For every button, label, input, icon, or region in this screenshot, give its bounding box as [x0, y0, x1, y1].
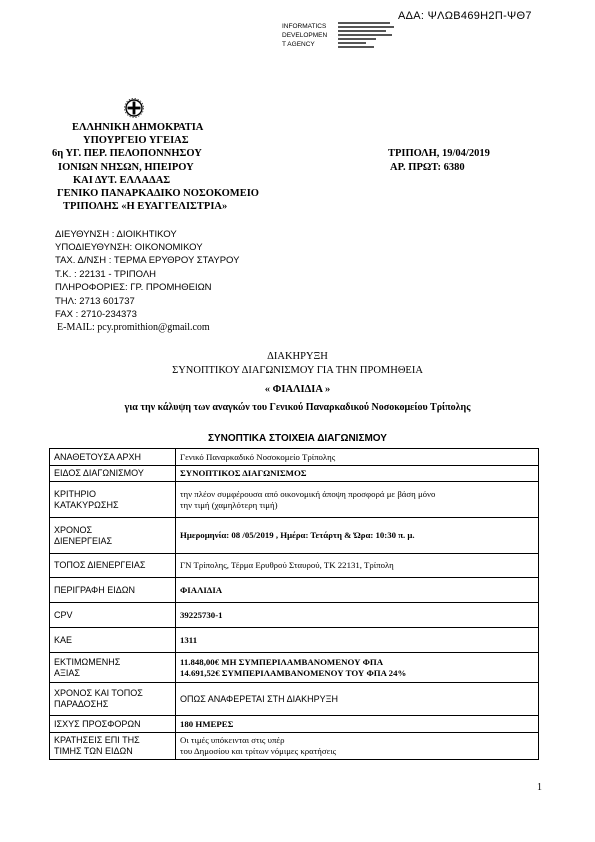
- document-date: ΤΡΙΠΟΛΗ, 19/04/2019: [388, 148, 490, 159]
- row-label-text: ΧΡΟΝΟΣ ΚΑΙ ΤΟΠΟΣ ΠΑΡΑΔΟΣΗΣ: [54, 688, 143, 709]
- table-row: [50, 482, 539, 518]
- header-line-country: ΕΛΛΗΝΙΚΗ ΔΗΜΟΚΡΑΤΙΑ: [72, 122, 204, 133]
- doc-purpose: για την κάλυψη των αναγκών του Γενικού Παναρκαδικού Νοσοκομείου Τρίπολης: [124, 402, 471, 413]
- row-value-text: 1311: [180, 634, 198, 645]
- row-value: [176, 554, 539, 578]
- row-label: [50, 733, 176, 760]
- row-value: [176, 518, 539, 554]
- header-line-region-3: ΚΑΙ ΔΥΤ. ΕΛΛΑΔΑΣ: [73, 175, 171, 186]
- table-row: [50, 578, 539, 603]
- row-label: CPV: [50, 603, 176, 628]
- row-value: [176, 482, 539, 518]
- table-row: [50, 603, 539, 628]
- contact-postcode: Τ.Κ. : 22131 - ΤΡΙΠΟΛΗ: [55, 269, 157, 280]
- row-value-text: ΓΝ Τρίπολης, Τέρμα Ερυθρού Σταυρού, ΤΚ 22131, Τρίπολη: [180, 560, 394, 570]
- contact-phone: ΤΗΛ: 2713 601737: [55, 296, 135, 307]
- row-value: [176, 653, 539, 683]
- header-line-ministry: ΥΠΟΥΡΓΕΙΟ ΥΓΕΙΑΣ: [83, 135, 189, 146]
- row-label: ΕΙΔΟΣ ΔΙΑΓΩΝΙΣΜΟΥ: [50, 466, 176, 482]
- row-label: [50, 683, 176, 716]
- table-row: [50, 653, 539, 683]
- protocol-number: ΑΡ. ΠΡΩΤ: 6380: [390, 162, 465, 173]
- header-line-region-2: ΙΟΝΙΩΝ ΝΗΣΩΝ, ΗΠΕΙΡΟΥ: [58, 162, 194, 173]
- header-line-region: 6η ΥΓ. ΠΕΡ. ΠΕΛΟΠΟΝΝΗΣΟΥ: [52, 148, 202, 159]
- row-value-text: ΦΙΑΛΙΔΙΑ: [180, 584, 223, 595]
- header-line-hospital: ΓΕΝΙΚΟ ΠΑΝΑΡΚΑΔΙΚΟ ΝΟΣΟΚΟΜΕΙΟ: [57, 188, 259, 199]
- row-label: ΤΟΠΟΣ ΔΙΕΝΕΡΓΕΙΑΣ: [50, 554, 176, 578]
- table-row: [50, 733, 539, 760]
- contact-email: E-MAIL: pcy.promithion@gmail.com: [57, 322, 210, 333]
- ida-logo-text: [282, 22, 327, 49]
- row-value-text: Ημερομηνία: 08 /05/2019 , Ημέρα: Τετάρτη & Ώρα: 10:30 π. μ.: [180, 530, 415, 540]
- contact-info: ΠΛΗΡΟΦΟΡΙΕΣ: ΓΡ. ΠΡΟΜΗΘΕΙΩΝ: [55, 282, 212, 293]
- row-label: ΚΑΕ: [50, 628, 176, 653]
- table-row: [50, 628, 539, 653]
- summary-heading: ΣΥΝΟΠΤΙΚΑ ΣΤΟΙΧΕΙΑ ΔΙΑΓΩΝΙΣΜΟΥ: [208, 433, 387, 444]
- row-label-text: ΚΡΙΤΗΡΙΟ ΚΑΤΑΚΥΡΩΣΗΣ: [54, 488, 119, 510]
- table-row: [50, 554, 539, 578]
- row-value-text: ΟΠΩΣ ΑΝΑΦΕΡΕΤΑΙ ΣΤΗ ΔΙΑΚΗΡΥΞΗ: [180, 693, 339, 704]
- row-label: [50, 518, 176, 554]
- row-label-text: ΧΡΟΝΟΣ ΔΙΕΝΕΡΓΕΙΑΣ: [54, 524, 113, 546]
- ida-logo-graphic: [338, 22, 398, 50]
- header-line-hospital-2: ΤΡΙΠΟΛΗΣ «Η ΕΥΑΓΓΕΛΙΣΤΡΙΑ»: [63, 201, 228, 212]
- contact-subdirectorate: ΥΠΟΔΙΕΥΘΥΝΣΗ: ΟΙΚΟΝΟΜΙΚΟΥ: [55, 242, 203, 253]
- row-value-text-2: την τιμή (χαμηλότερη τιμή): [180, 499, 278, 510]
- row-value: [176, 628, 539, 653]
- row-value-text: ΣΥΝΟΠΤΙΚΟΣ ΔΙΑΓΩΝΙΣΜΟΣ: [180, 468, 307, 478]
- row-value-text: Γενικό Παναρκαδικό Νοσοκομείο Τρίπολης: [180, 451, 336, 462]
- row-value-text-2: 14.691,52€ ΣΥΜΠΕΡΙΛΑΜΒΑΝΟΜΕΝΟΥ ΤΟΥ ΦΠΑ 24%: [180, 667, 407, 678]
- ida-logo-line: T AGENCY: [282, 41, 315, 48]
- summary-table: [49, 448, 539, 760]
- row-label: [50, 653, 176, 683]
- row-value-text: 180 ΗΜΕΡΕΣ: [180, 718, 234, 729]
- table-row: [50, 716, 539, 733]
- row-label: ΙΣΧΥΣ ΠΡΟΣΦΟΡΩΝ: [50, 716, 176, 733]
- table-row: [50, 683, 539, 716]
- page-number: 1: [537, 782, 542, 793]
- table-row: [50, 449, 539, 466]
- ida-logo-line: DEVELOPMEN: [282, 32, 328, 39]
- ada-code: ΑΔΑ: ΨΛΩΒ469Η2Π-ΨΘ7: [398, 10, 532, 22]
- row-label: [50, 482, 176, 518]
- contact-fax: FAX : 2710-234373: [55, 309, 137, 320]
- row-label-text: ΚΡΑΤΗΣΕΙΣ ΕΠΙ ΤΗΣ ΤΙΜΗΣ ΤΩΝ ΕΙΔΩΝ: [54, 735, 140, 756]
- row-label: ΠΕΡΙΓΡΑΦΗ ΕΙΔΩΝ: [50, 578, 176, 603]
- greek-emblem-icon: [124, 98, 144, 123]
- row-value: [176, 716, 539, 733]
- table-row: [50, 466, 539, 482]
- row-value-text-2: του Δημοσίου και τρίτων νόμιμες κρατήσεις: [180, 746, 337, 756]
- row-value: [176, 683, 539, 716]
- row-value: [176, 449, 539, 466]
- doc-title: ΔΙΑΚΗΡΥΞΗ: [267, 351, 328, 362]
- contact-address: ΤΑΧ. Δ/ΝΣΗ : ΤΕΡΜΑ ΕΡΥΘΡΟΥ ΣΤΑΥΡΟΥ: [55, 255, 240, 266]
- table-row: [50, 518, 539, 554]
- row-value-text: την πλέον συμφέρουσα από οικονομική άποψη προσφορά με βάση μόνο: [180, 488, 436, 499]
- row-value: [176, 733, 539, 760]
- ida-logo-line: INFORMATICS: [282, 23, 327, 30]
- contact-directorate: ΔΙΕΥΘΥΝΣΗ : ΔΙΟΙΚΗΤΙΚΟΥ: [55, 229, 177, 240]
- row-value-text: Οι τιμές υπόκεινται στις υπέρ: [180, 735, 285, 745]
- row-value-text: 11.848,00€ ΜΗ ΣΥΜΠΕΡΙΛΑΜΒΑΝΟΜΕΝΟΥ ΦΠΑ: [180, 656, 384, 667]
- row-value: [176, 578, 539, 603]
- row-label-text: ΕΚΤΙΜΩΜΕΝΗΣ ΑΞΙΑΣ: [54, 656, 121, 678]
- doc-subtitle: ΣΥΝΟΠΤΙΚΟΥ ΔΙΑΓΩΝΙΣΜΟΥ ΓΙΑ ΤΗΝ ΠΡΟΜΗΘΕΙΑ: [172, 365, 423, 376]
- row-value: [176, 603, 539, 628]
- row-label: ΑΝΑΘΕΤΟΥΣΑ ΑΡΧΗ: [50, 449, 176, 466]
- doc-product: « ΦΙΑΛΙΔΙΑ »: [264, 384, 331, 395]
- row-value: [176, 466, 539, 482]
- row-value-text: 39225730-1: [180, 609, 223, 620]
